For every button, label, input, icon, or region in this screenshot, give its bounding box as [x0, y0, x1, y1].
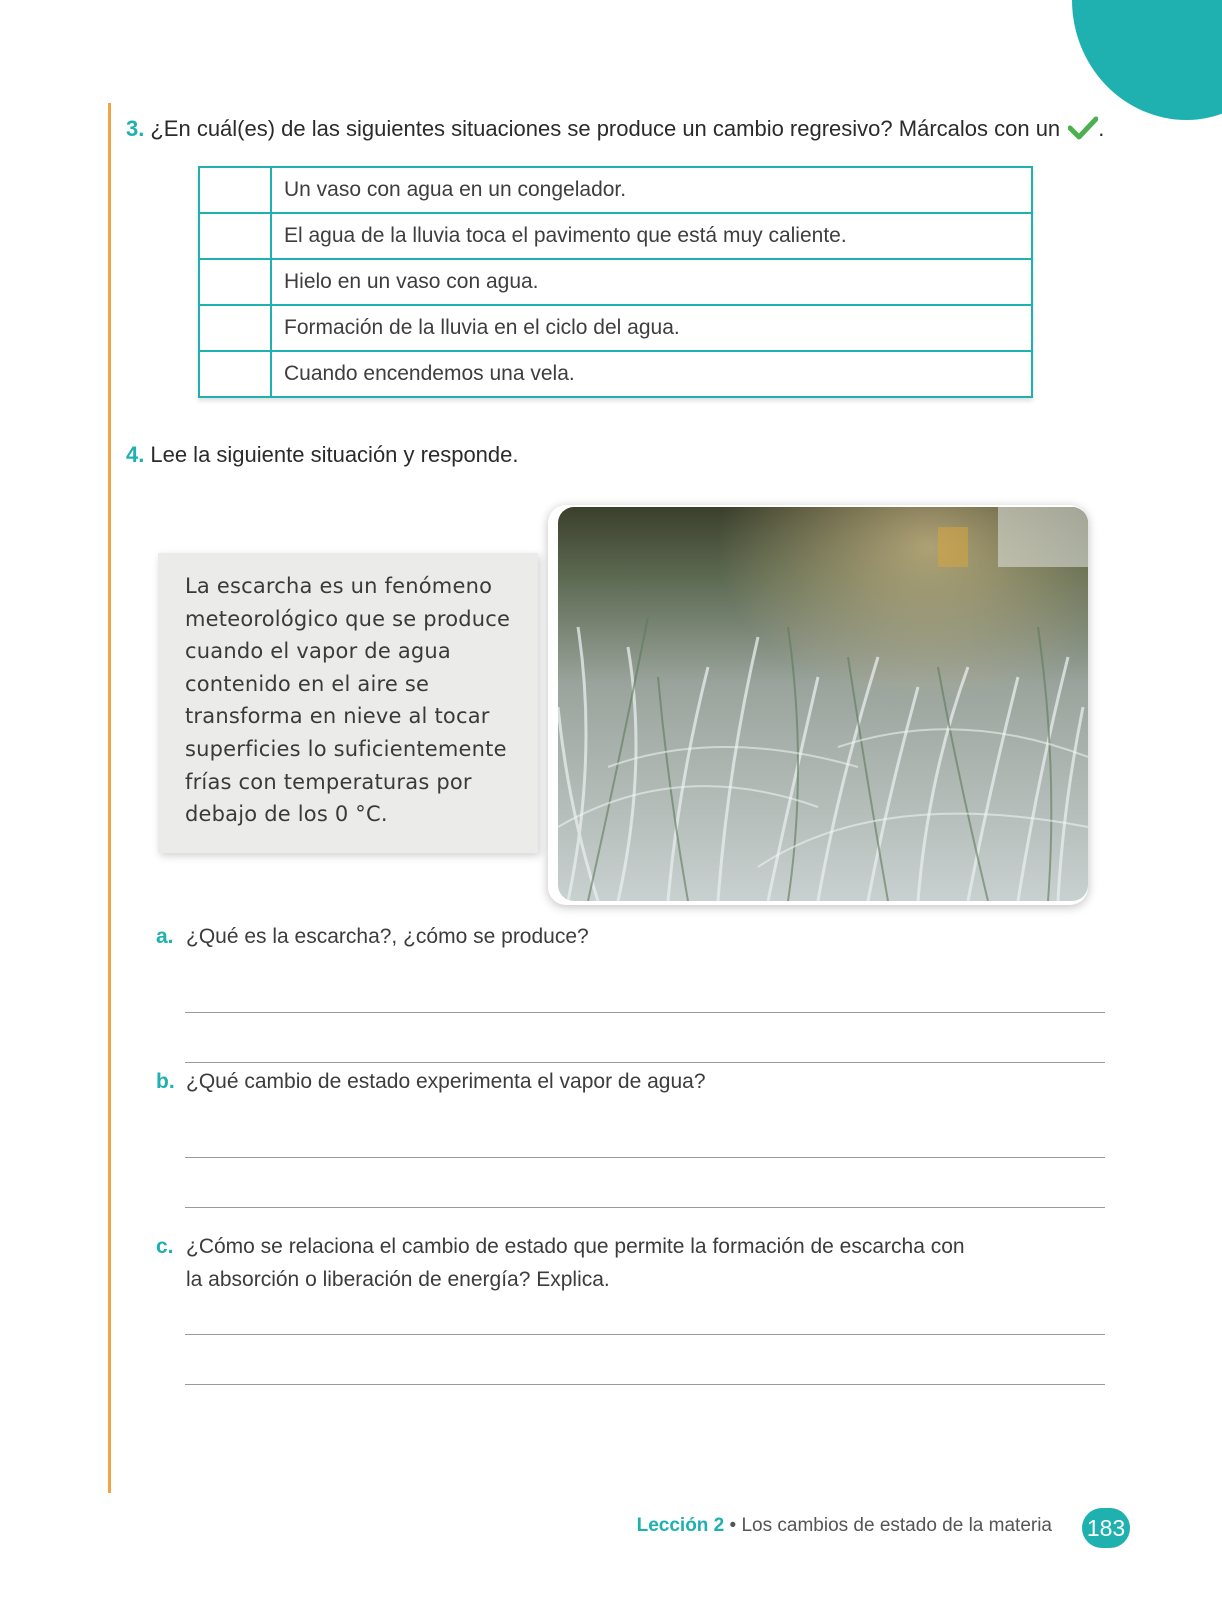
question-3-end: . [1098, 116, 1105, 141]
subquestion-c [156, 1230, 966, 1296]
answer-line[interactable] [185, 1157, 1105, 1158]
answer-line[interactable] [185, 1207, 1105, 1208]
subquestion-a [156, 920, 966, 953]
checkbox-cell[interactable] [199, 259, 271, 305]
table-row [199, 167, 1032, 213]
frost-grass-photo [558, 507, 1088, 901]
option-text: Formación de la lluvia en el ciclo del agua. [271, 305, 1032, 351]
subquestion-text: ¿Cómo se relaciona el cambio de estado que permite la formación de escarcha con la absorción o liberación de energía? Explica. [186, 1235, 965, 1291]
margin-line [108, 103, 111, 1493]
subquestion-letter: c. [156, 1235, 174, 1258]
footer-separator: • [724, 1515, 742, 1536]
subquestion-letter: b. [156, 1070, 175, 1093]
info-text: La escarcha es un fenómeno meteorológico que se produce cuando el vapor de agua contenido en el aire se transforma en nieve al tocar superficies lo suficientemente frías con temperaturas por debajo de los 0 °C. [185, 574, 511, 827]
checkbox-cell[interactable] [199, 305, 271, 351]
footer-title: Los cambios de estado de la materia [741, 1515, 1052, 1536]
question-4-prompt: Lee la siguiente situación y responde. [150, 442, 519, 467]
frost-photo-frame [548, 505, 1088, 905]
subquestion-text: ¿Qué es la escarcha?, ¿cómo se produce? [186, 925, 589, 948]
subquestion-text: ¿Qué cambio de estado experimenta el vapor de agua? [186, 1070, 706, 1093]
answer-line[interactable] [185, 1012, 1105, 1013]
subquestion-b [156, 1065, 966, 1098]
page-number: 183 [1082, 1508, 1130, 1548]
table-row [199, 259, 1032, 305]
page-footer [637, 1515, 1052, 1537]
footer-lesson: Lección 2 [636, 1515, 725, 1536]
question-3-prompt: ¿En cuál(es) de las siguientes situaciones se produce un cambio regresivo? Márcalos con un [150, 116, 1061, 141]
table-row [199, 351, 1032, 397]
corner-decoration [1072, 0, 1222, 120]
table-row [199, 213, 1032, 259]
option-text: Cuando encendemos una vela. [271, 351, 1032, 397]
options-table [198, 166, 1033, 398]
answer-line[interactable] [185, 1334, 1105, 1335]
checkbox-cell[interactable] [199, 351, 271, 397]
answer-line[interactable] [185, 1062, 1105, 1063]
option-text: Hielo en un vaso con agua. [271, 259, 1032, 305]
checkbox-cell[interactable] [199, 167, 271, 213]
question-4-heading [126, 442, 519, 468]
answer-line[interactable] [185, 1384, 1105, 1385]
question-4-number: 4. [126, 442, 145, 467]
question-3-heading [126, 116, 1104, 146]
subquestion-letter: a. [156, 925, 174, 948]
question-3-number: 3. [126, 116, 145, 141]
option-text: Un vaso con agua en un congelador. [271, 167, 1032, 213]
table-row [199, 305, 1032, 351]
check-icon [1068, 116, 1098, 146]
checkbox-cell[interactable] [199, 213, 271, 259]
option-text: El agua de la lluvia toca el pavimento que está muy caliente. [271, 213, 1032, 259]
